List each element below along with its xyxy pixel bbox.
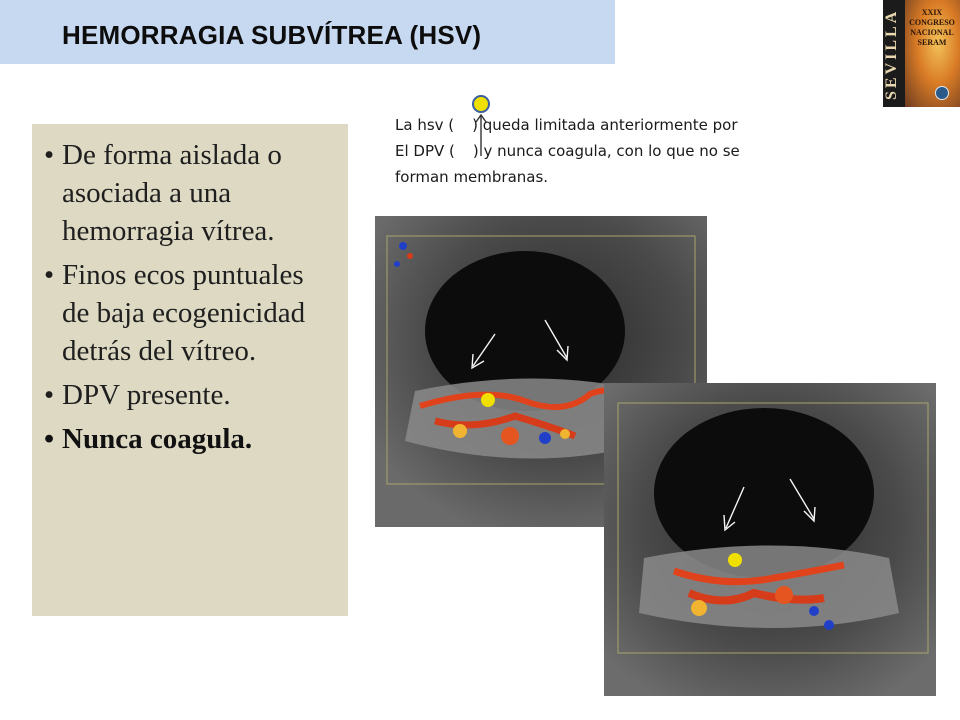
bullet-marker: • <box>44 139 55 171</box>
logo-line: SERAM <box>917 38 947 47</box>
caption-line <box>395 112 850 138</box>
bullet-text: Finos ecos puntuales de baja ecogenicidad detrás del vítreo. <box>62 259 306 367</box>
caption-line: forman membranas. <box>395 168 549 186</box>
slide-title: HEMORRAGIA SUBVÍTREA (HSV) <box>62 20 482 50</box>
bullet-item <box>44 136 334 250</box>
congress-logo <box>883 0 960 107</box>
caption-text: ) queda limitada anteriormente por <box>472 116 738 134</box>
logo-line: NACIONAL <box>910 28 954 37</box>
yellow-dot-icon <box>472 95 490 113</box>
bullet-text: Nunca coagula. <box>62 423 253 455</box>
bullet-item <box>44 256 334 370</box>
caption-text: La hsv ( <box>395 116 455 134</box>
logo-line: XXIX <box>921 8 943 17</box>
bullet-text: DPV presente. <box>62 379 231 411</box>
bullet-marker: • <box>44 379 55 411</box>
logo-city-text: SEVILLA <box>883 8 900 100</box>
logo-badge-icon <box>935 86 949 100</box>
bullet-text: De forma aislada o asociada a una hemorragia vítrea. <box>62 139 282 247</box>
image-caption <box>395 112 850 190</box>
ultrasound-image-2 <box>604 383 936 696</box>
bullet-item <box>44 376 334 414</box>
bullet-panel <box>32 124 348 616</box>
bullet-item <box>44 420 334 458</box>
bullet-marker: • <box>44 423 55 455</box>
caption-text: ) y nunca coagula, con lo que no se <box>472 142 740 160</box>
logo-lines <box>909 8 955 48</box>
bullet-list <box>32 124 348 458</box>
bullet-marker: • <box>44 259 55 291</box>
arrow-up-icon <box>474 112 488 158</box>
logo-line: CONGRESO <box>909 18 955 27</box>
caption-text: El DPV ( <box>395 142 455 160</box>
caption-line <box>395 138 850 164</box>
